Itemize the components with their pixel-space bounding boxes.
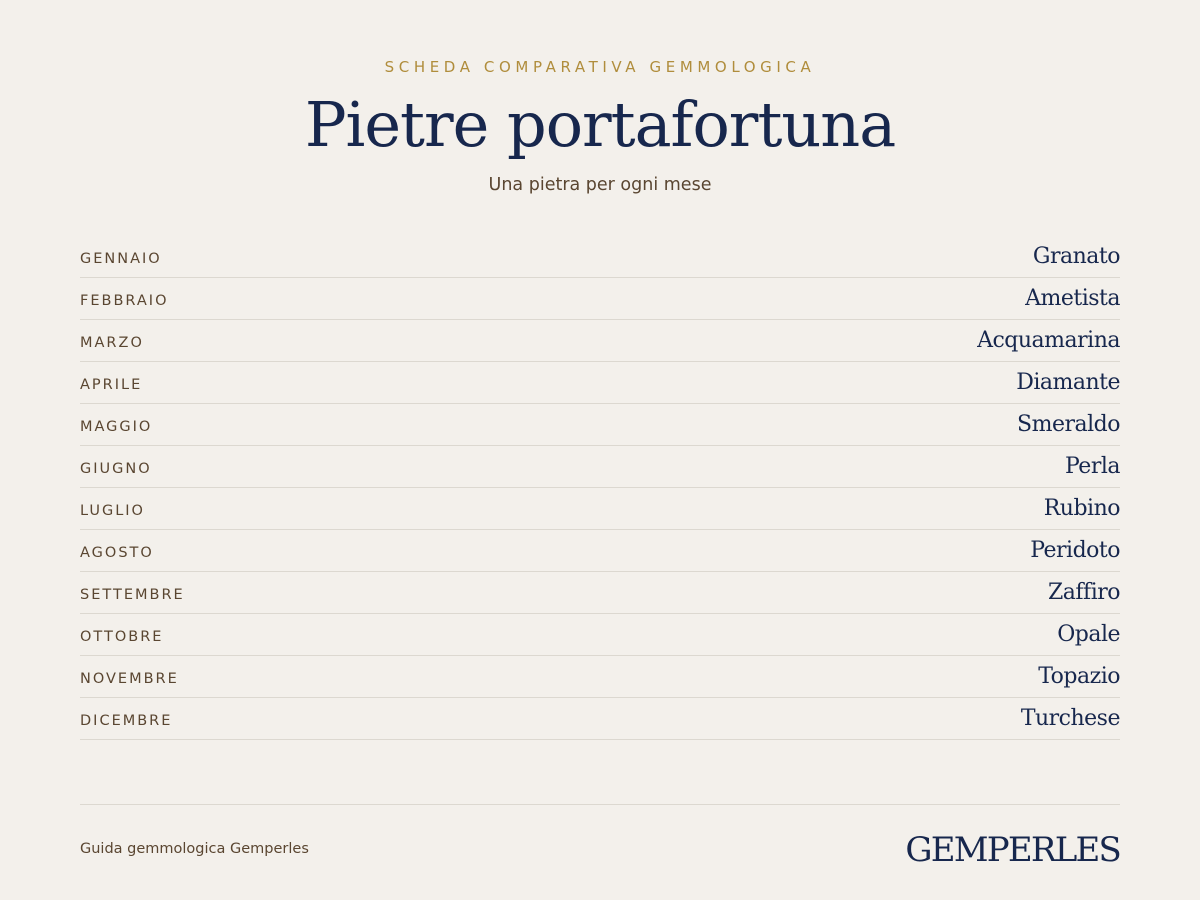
month-label: SETTEMBRE — [80, 586, 185, 603]
table-row — [80, 698, 1120, 740]
brand-logo: GEMPERLES — [905, 830, 1120, 870]
month-label: APRILE — [80, 376, 143, 393]
month-label: NOVEMBRE — [80, 670, 179, 687]
stone-name: Diamante — [1016, 370, 1120, 395]
table-row — [80, 488, 1120, 530]
table-row — [80, 656, 1120, 698]
stone-name: Rubino — [1043, 496, 1120, 521]
stone-name: Opale — [1057, 622, 1120, 647]
stone-name: Topazio — [1038, 664, 1120, 689]
month-label: AGOSTO — [80, 544, 154, 561]
birthstone-table — [80, 236, 1120, 740]
stone-name: Granato — [1032, 244, 1120, 269]
table-row — [80, 614, 1120, 656]
table-row — [80, 572, 1120, 614]
stone-name: Peridoto — [1030, 538, 1120, 563]
month-label: OTTOBRE — [80, 628, 164, 645]
table-row — [80, 362, 1120, 404]
month-label: MARZO — [80, 334, 144, 351]
month-label: GIUGNO — [80, 460, 152, 477]
stone-name: Acquamarina — [977, 328, 1120, 353]
table-row — [80, 278, 1120, 320]
stone-name: Turchese — [1020, 706, 1120, 731]
month-label: LUGLIO — [80, 502, 145, 519]
table-row — [80, 530, 1120, 572]
month-label: DICEMBRE — [80, 712, 173, 729]
table-row — [80, 236, 1120, 278]
stone-name: Zaffiro — [1048, 580, 1120, 605]
month-label: GENNAIO — [80, 250, 162, 267]
stone-name: Smeraldo — [1017, 412, 1120, 437]
stone-name: Perla — [1064, 454, 1120, 479]
footer-caption: Guida gemmologica Gemperles — [80, 841, 309, 857]
page-subtitle: Una pietra per ogni mese — [488, 175, 712, 195]
footer-divider — [80, 804, 1120, 805]
table-row — [80, 404, 1120, 446]
month-label: MAGGIO — [80, 418, 153, 435]
month-label: FEBBRAIO — [80, 292, 169, 309]
table-row — [80, 320, 1120, 362]
table-row — [80, 446, 1120, 488]
stone-name: Ametista — [1025, 286, 1120, 311]
eyebrow-label: SCHEDA COMPARATIVA GEMMOLOGICA — [384, 58, 816, 76]
page-title: Pietre portafortuna — [304, 88, 896, 161]
